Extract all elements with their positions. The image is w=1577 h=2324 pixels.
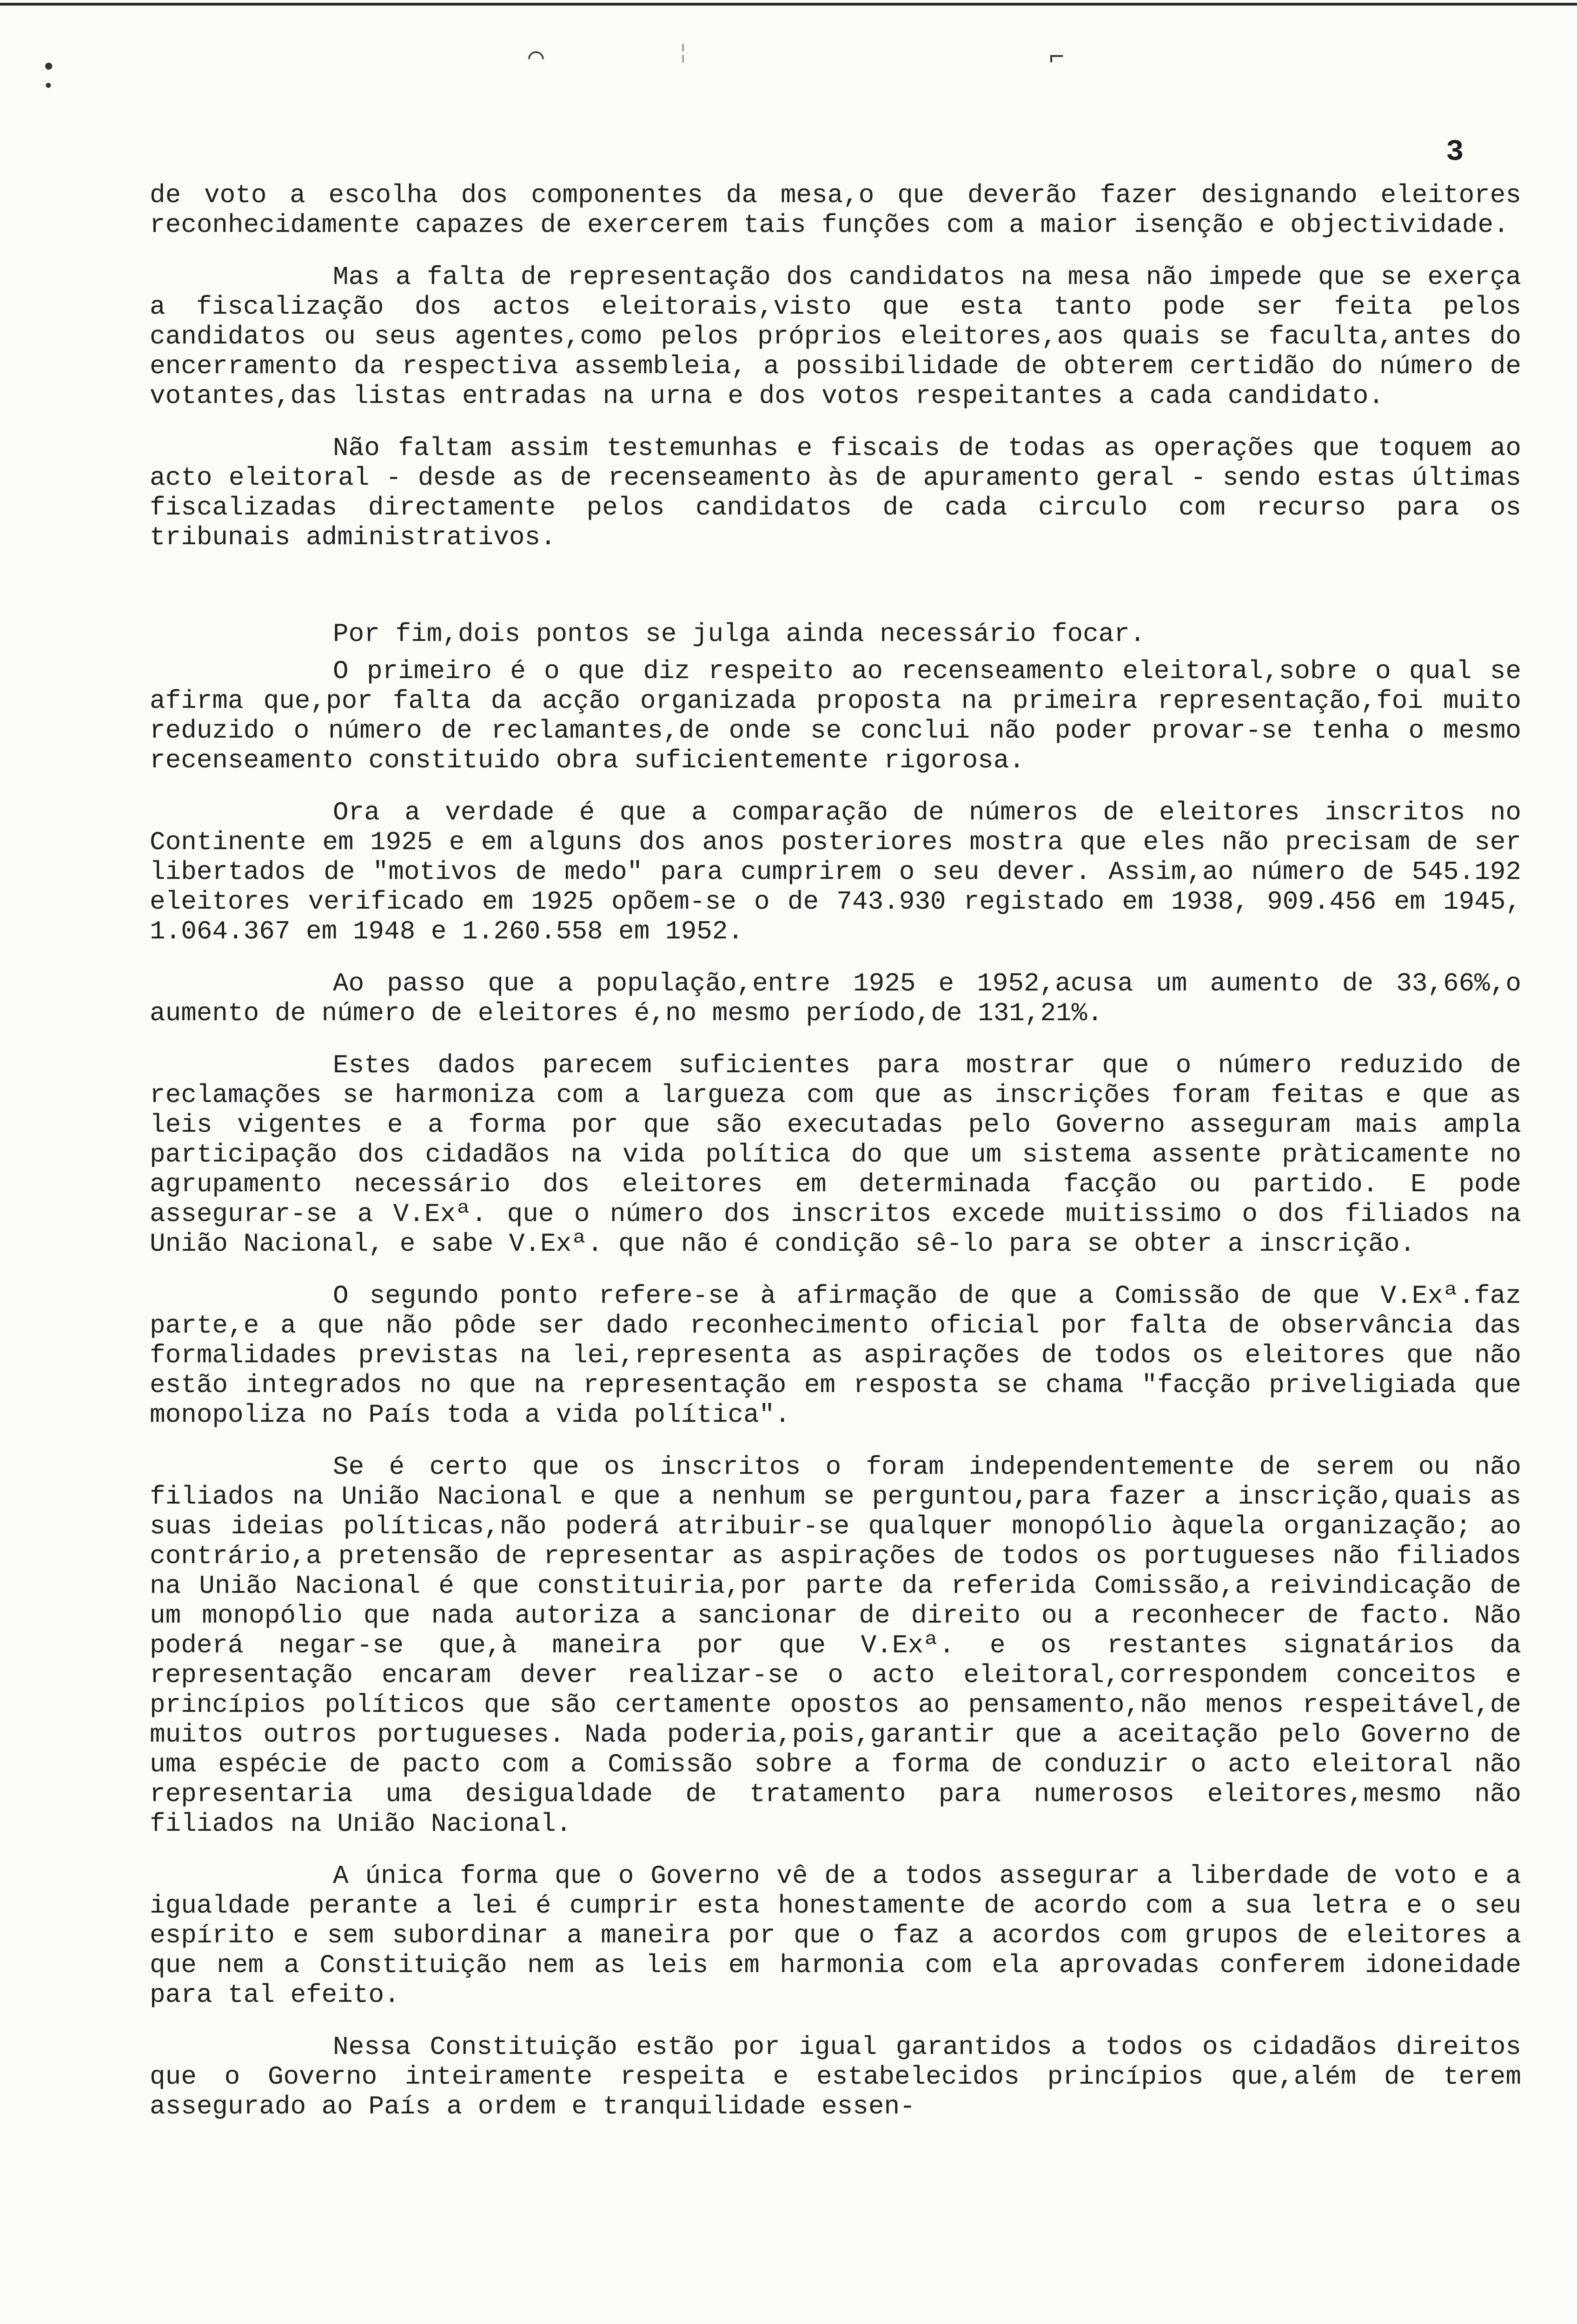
paragraph: A única forma que o Governo vê de a todos assegurar a liberdade de voto e a igualdade perante a lei é cumprir esta honestamente de acordo com a sua letra e o seu espírito e sem subordinar a maneira por que o faz a acordos com grupos de eleitores a que nem a Constituição nem as leis em harmonia com ela aprovadas conferem idoneidade para tal efeito. [150, 1861, 1521, 2010]
punch-hole-mark: • [41, 53, 57, 83]
paragraph: Nessa Constituição estão por igual garantidos a todos os cidadãos direitos que o Governo inteiramente respeita e estabelecidos princípios que,além de terem assegurado ao País a ordem e tranquilidade essen- [150, 2032, 1521, 2121]
paragraph: O segundo ponto refere-se à afirmação de que a Comissão de que V.Exª.faz parte,e a que não pôde ser dado reconhecimento oficial por falta de observância das formalidades previstas na lei,representa as aspirações de todos os eleitores que não estão integrados no que na representação em resposta se chama "facção priveligiada que monopoliza no País toda a vida política". [150, 1281, 1521, 1430]
scan-mark: ¦ [677, 41, 689, 65]
scan-mark: ⌐ [1049, 43, 1065, 73]
paragraph: Se é certo que os inscritos o foram independentemente de serem ou não filiados na União Nacional e que a nenhum se perguntou,para fazer a inscrição,quais as suas ideias políticas,não poderá atribuir-se qualquer monopólio àquela organização; ao contrário,a pretensão de representar as aspirações de todos os portugueses não filiados na União Nacional é que constituiria,por parte da referida Comissão,a reivindicação de um monopólio que nada autoriza a sancionar de direito ou a reconhecer de facto. Não poderá negar-se que,à maneira por que V.Exª. e os restantes signatários da representação encaram dever realizar-se o acto eleitoral,correspondem conceitos e princípios políticos que são certamente opostos ao pensamento,não menos respeitável,de muitos outros portugueses. Nada poderia,pois,garantir que a aceitação pelo Governo de uma espécie de pacto com a Comissão sobre a forma de conduzir o acto eleitoral não representaria uma desigualdade de tratamento para numerosos eleitores,mesmo não filiados na União Nacional. [150, 1452, 1521, 1839]
scan-mark: ⌒ [528, 43, 544, 73]
paragraph: Não faltam assim testemunhas e fiscais de todas as operações que toquem ao acto eleitoral - desde as de recenseamento às de apuramento geral - sendo estas últimas fiscalizadas directamente pelos candidatos de cada circulo com recurso para os tribunais administrativos. [150, 433, 1521, 552]
paragraph: O primeiro é o que diz respeito ao recenseamento eleitoral,sobre o qual se afirma que,por falta da acção organizada proposta na primeira representação,foi muito reduzido o número de reclamantes,de onde se conclui não poder provar-se tenha o mesmo recenseamento constituido obra suficientemente rigorosa. [150, 656, 1521, 775]
page-number: 3 [1446, 136, 1464, 169]
paragraph: Por fim,dois pontos se julga ainda necessário focar. [333, 619, 1146, 649]
paragraph: de voto a escolha dos componentes da mesa,o que deverão fazer designando eleitores reconhecidamente capazes de exercerem tais funções com a maior isenção e objectividade. [150, 180, 1521, 240]
paragraph: Mas a falta de representação dos candidatos na mesa não impede que se exerça a fiscalização dos actos eleitorais,visto que esta tanto pode ser feita pelos candidatos ou seus agentes,como pelos próprios eleitores,aos quais se faculta,antes do encerramento da respectiva assembleia, a possibilidade de obterem certidão do número de votantes,das listas entradas na urna e dos votos respeitantes a cada candidato. [150, 262, 1521, 411]
paragraph: Ao passo que a população,entre 1925 e 1952,acusa um aumento de 33,66%,o aumento de número de eleitores é,no mesmo período,de 131,21%. [150, 969, 1521, 1028]
top-edge-line [0, 3, 1577, 6]
letter-body [150, 180, 1521, 2144]
paragraph: Ora a verdade é que a comparação de números de eleitores inscritos no Continente em 1925 e em alguns dos anos posteriores mostra que eles não precisam de ser libertados de "motivos de medo" para cumprirem o seu dever. Assim,ao número de 545.192 eleitores verificado em 1925 opõem-se o de 743.930 registado em 1938, 909.456 em 1945, 1.064.367 em 1948 e 1.260.558 em 1952. [150, 798, 1521, 946]
paragraph: Estes dados parecem suficientes para mostrar que o número reduzido de reclamações se harmoniza com a largueza com que as inscrições foram feitas e que as leis vigentes e a forma por que são executadas pelo Governo asseguram mais ampla participação dos cidadãos na vida política do que um sistema assente pràticamente no agrupamento necessário dos eleitores em determinada facção ou partido. E pode assegurar-se a V.Exª. que o número dos inscritos excede muitissimo o dos filiados na União Nacional, e sabe V.Exª. que não é condição sê-lo para se obter a inscrição. [150, 1050, 1521, 1259]
punch-hole-mark: • [43, 77, 54, 98]
